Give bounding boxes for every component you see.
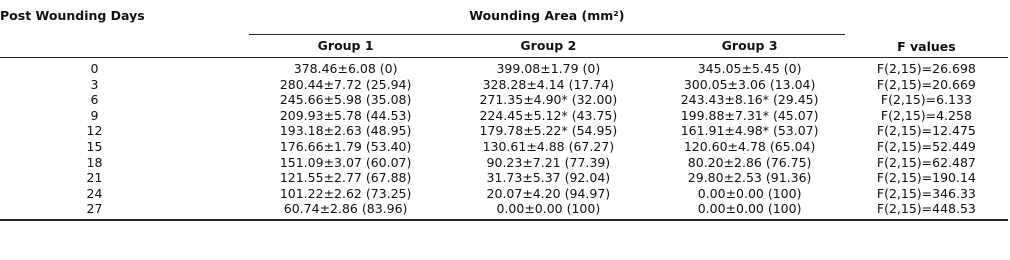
table-row	[0, 108, 1008, 124]
cell-day: 18	[86, 154, 103, 170]
header-group-2: Group 2	[520, 38, 577, 54]
cell-f-value: F(2,15)=62.487	[876, 154, 976, 170]
cell-group-3: 161.91±4.98* (53.07)	[680, 123, 819, 139]
cell-day: 24	[86, 185, 103, 201]
cell-day: 21	[86, 170, 103, 186]
header-post-wounding-days: Post Wounding Days	[0, 8, 145, 23]
cell-group-1: 245.66±5.98 (35.08)	[279, 92, 412, 108]
cell-group-1: 121.55±2.77 (67.88)	[279, 170, 412, 186]
cell-group-2: 0.00±0.00 (100)	[442, 201, 654, 220]
cell-f-value: F(2,15)=448.53	[845, 201, 1008, 220]
header-f-values: F values	[897, 39, 956, 55]
cell-group-2: 224.45±5.12* (43.75)	[479, 107, 618, 123]
cell-f-value: F(2,15)=26.698	[876, 61, 976, 76]
cell-group-3: 29.80±2.53 (91.36)	[687, 170, 812, 186]
cell-group-3: 0.00±0.00 (100)	[697, 185, 802, 201]
header-row-top	[0, 4, 1008, 35]
cell-f-value: F(2,15)=346.33	[876, 185, 976, 201]
table-body	[0, 58, 1008, 220]
cell-group-1: 176.66±1.79 (53.40)	[279, 138, 412, 154]
header-wounding-area: Wounding Area (mm²)	[249, 4, 845, 35]
cell-group-2: 90.23±7.21 (77.39)	[486, 154, 611, 170]
cell-day: 15	[86, 138, 103, 154]
cell-group-3: 120.60±4.78 (65.04)	[683, 138, 816, 154]
cell-group-1: 60.74±2.86 (83.96)	[249, 201, 442, 220]
cell-group-2: 328.28±4.14 (17.74)	[482, 76, 615, 92]
cell-day: 27	[0, 201, 249, 220]
cell-group-1: 151.09±3.07 (60.07)	[279, 154, 412, 170]
table-row	[0, 186, 1008, 202]
cell-group-3: 300.05±3.06 (13.04)	[683, 76, 816, 92]
table-row	[0, 77, 1008, 93]
cell-group-2: 179.78±5.22* (54.95)	[479, 123, 618, 139]
cell-day: 0	[90, 61, 99, 76]
cell-day: 9	[90, 107, 99, 123]
cell-f-value: F(2,15)=20.669	[876, 76, 976, 92]
cell-group-1: 101.22±2.62 (73.25)	[279, 185, 412, 201]
table-row	[0, 123, 1008, 139]
cell-group-3: 80.20±2.86 (76.75)	[687, 154, 812, 170]
cell-f-value: F(2,15)=52.449	[876, 138, 976, 154]
cell-group-1: 209.93±5.78 (44.53)	[279, 107, 412, 123]
cell-f-value: F(2,15)=12.475	[876, 123, 976, 139]
cell-f-value: F(2,15)=190.14	[876, 170, 976, 186]
cell-group-3: 199.88±7.31* (45.07)	[680, 107, 819, 123]
table-row	[0, 170, 1008, 186]
cell-group-2: 20.07±4.20 (94.97)	[486, 185, 611, 201]
table-row	[0, 139, 1008, 155]
header-group-3: Group 3	[721, 38, 778, 54]
cell-day: 6	[90, 92, 99, 108]
cell-group-3: 243.43±8.16* (29.45)	[680, 92, 819, 108]
cell-group-3: 0.00±0.00 (100)	[654, 201, 844, 220]
cell-day: 12	[86, 123, 103, 139]
cell-f-value: F(2,15)=4.258	[880, 107, 972, 123]
cell-group-3: 345.05±5.45 (0)	[697, 61, 802, 76]
cell-day: 3	[90, 76, 99, 92]
cell-group-1: 280.44±7.72 (25.94)	[279, 76, 412, 92]
wound-area-table	[0, 4, 1008, 221]
table-row	[0, 155, 1008, 171]
table-row	[0, 201, 1008, 220]
cell-group-2: 271.35±4.90* (32.00)	[479, 92, 618, 108]
header-group-1: Group 1	[317, 38, 374, 54]
cell-group-1: 378.46±6.08 (0)	[293, 61, 398, 76]
table-header	[0, 4, 1008, 58]
cell-group-2: 31.73±5.37 (92.04)	[486, 170, 611, 186]
cell-group-2: 130.61±4.88 (67.27)	[482, 138, 615, 154]
table-row	[0, 92, 1008, 108]
cell-group-1: 193.18±2.63 (48.95)	[279, 123, 412, 139]
cell-group-2: 399.08±1.79 (0)	[496, 61, 601, 76]
table-row	[0, 58, 1008, 77]
cell-f-value: F(2,15)=6.133	[880, 92, 972, 108]
